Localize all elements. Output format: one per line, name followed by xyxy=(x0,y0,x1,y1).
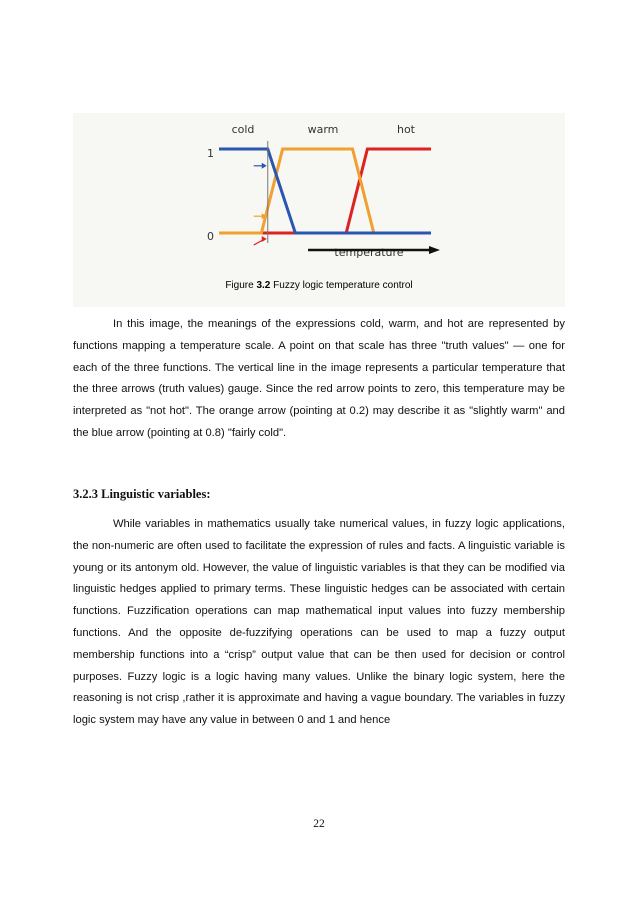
series-line-cold xyxy=(219,149,431,233)
legend-label-warm: warm xyxy=(307,123,339,136)
fuzzy-membership-chart xyxy=(73,113,565,278)
series-line-hot xyxy=(219,149,431,233)
legend-label-cold: cold xyxy=(231,123,255,136)
y-tick-0: 0 xyxy=(207,230,214,243)
truth-arrowhead-hot xyxy=(262,236,267,242)
caption-prefix: Figure xyxy=(225,280,254,291)
caption-number: 3.2 xyxy=(256,280,271,291)
series-line-warm xyxy=(219,149,431,233)
section-number: 3.2.3 xyxy=(73,487,98,501)
legend-label-hot: hot xyxy=(396,123,416,136)
page-number: 22 xyxy=(313,818,325,830)
y-tick-1: 1 xyxy=(207,147,214,160)
temperature-axis-arrowhead xyxy=(429,246,440,254)
figure-3-2 xyxy=(73,113,565,307)
x-axis-label: temperature xyxy=(334,246,404,259)
caption-text: Fuzzy logic temperature control xyxy=(270,280,413,291)
paragraph-figure-explanation xyxy=(73,314,565,445)
paragraph-2-text: While variables in mathematics usually take numerical values, in fuzzy logic applications, the non-numeric are often used to facilitate the expression of rules and facts. A linguistic variable is young or its antonym old. However, the value of linguistic variables is that they can be modified via linguistic hedges applied to primary terms. These linguistic hedges can be associated with certain functions. Fuzzification operations can map mathematical input values into fuzzy membership functions. And the opposite de-fuzzifying operations can be used to map a fuzzy output membership functions into a “crisp” output value that can be then used for decision or control purposes. Fuzzy logic is a logic having many values. Unlike the binary logic system, here the reasoning is not crisp ,rather it is approximate and having a vague boundary. The variables in fuzzy logic system may have any value in between 0 and 1 and hence xyxy=(73,518,565,727)
figure-caption xyxy=(73,280,565,291)
paragraph-1-text: In this image, the meanings of the expressions cold, warm, and hot are represented by functions mapping a temperature scale. A point on that scale has three "truth values" — one for each of the three functions. The vertical line in the image represents a particular temperature that the three arrows (truth values) gauge. Since the red arrow points to zero, this temperature may be interpreted as "not hot". The orange arrow (pointing at 0.2) may describe it as "slightly warm" and the blue arrow (pointing at 0.8) "fairly cold". xyxy=(73,318,565,439)
paragraph-linguistic-variables xyxy=(73,514,565,732)
truth-arrowhead-cold xyxy=(262,163,267,169)
section-heading xyxy=(73,487,211,502)
section-title: Linguistic variables: xyxy=(101,487,211,501)
